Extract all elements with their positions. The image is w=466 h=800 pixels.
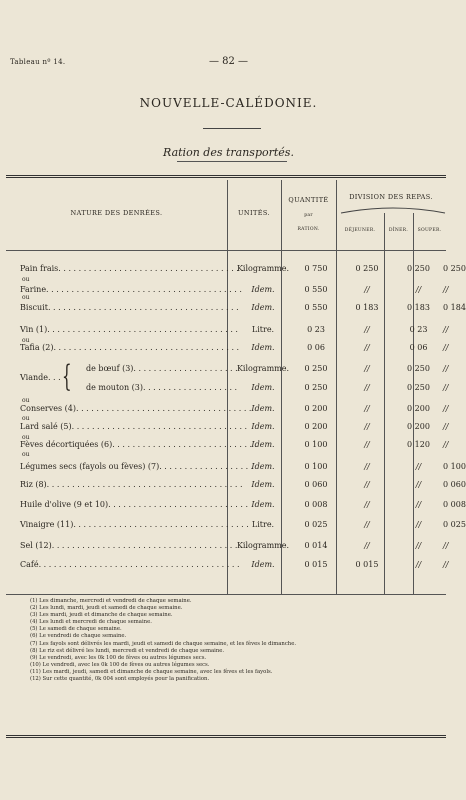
row-diner: 0 183 [407, 303, 430, 312]
row-qty: 0 550 [304, 303, 328, 312]
footnote: (2) Les lundi, mardi, jeudi et samedi de chaque semaine. [30, 605, 183, 612]
row-name: Vin (1). . . . . . . . . . . . . . . . . . . . . . . . . . . . . . . . . . . . . . [20, 325, 238, 334]
row-souper: // [443, 404, 449, 413]
row-souper: 0 025 [443, 520, 466, 529]
row-souper: // [443, 383, 449, 392]
table-row [6, 263, 466, 274]
table-bottom-rule [6, 594, 446, 595]
row-qty: 0 550 [304, 285, 328, 294]
row-dejeuner: // [364, 325, 370, 334]
row-name: de mouton (3). . . . . . . . . . . . . . . . . . . [86, 383, 238, 392]
header-rule [6, 250, 446, 251]
row-diner: 0 250 [407, 383, 430, 392]
row-souper: // [443, 285, 449, 294]
row-souper: // [443, 343, 449, 352]
col-header-unites: UNITÉS. [238, 209, 270, 217]
table-row [6, 342, 449, 353]
footnote: (9) Le vendredi, avec les 0k 100 de fèves ou autres légumes secs. [30, 654, 207, 661]
row-unit: Litre. [251, 520, 275, 529]
table-row [6, 519, 466, 530]
row-dejeuner: // [364, 422, 370, 431]
footnote: (5) Le samedi de chaque semaine. [30, 626, 122, 633]
row-name: Huile d'olive (9 et 10). . . . . . . . . . . . . . . . . . . . . . . . . . . . [20, 500, 248, 509]
row-unit: Idem. [251, 462, 275, 471]
row-souper: 0 008 [443, 500, 466, 509]
row-dejeuner: // [364, 404, 370, 413]
division-brace [341, 206, 445, 214]
row-diner: // [415, 285, 422, 294]
row-souper: // [443, 325, 449, 334]
row-dejeuner: // [364, 520, 370, 529]
table-row [6, 499, 466, 510]
row-souper: // [443, 541, 449, 550]
col-header-division: DIVISION DES REPAS. [349, 193, 433, 201]
ou-separator: ou [22, 397, 30, 404]
col-header-quantite-ration: RATION. [297, 227, 320, 232]
table-number: Tableau nº 14. [10, 58, 66, 66]
table-row [6, 382, 449, 393]
ou-separator: ou [22, 294, 30, 301]
ou-separator: ou [22, 415, 30, 422]
row-qty: 0 100 [304, 462, 328, 471]
table-row [6, 479, 466, 490]
row-souper: 0 250 [443, 264, 466, 273]
row-name: Légumes secs (fayols ou fèves) (7). . . . . . . . . . . . . . . . . . . [20, 462, 254, 471]
row-qty: 0 200 [304, 404, 328, 413]
footnote: (12) Sur cette quantité, 0k 004 sont employés pour la panification. [30, 676, 210, 683]
row-dejeuner: // [364, 343, 370, 352]
table-row [6, 363, 449, 374]
row-diner: 0 200 [407, 404, 430, 413]
row-dejeuner: // [364, 383, 370, 392]
row-qty: 0 100 [304, 440, 328, 449]
row-qty: 0 200 [304, 422, 328, 431]
ou-separator: ou [22, 276, 30, 283]
footnote: (3) Les mardi, jeudi et dimanche de chaque semaine. [30, 612, 173, 619]
col-header-quantite-par: par [304, 213, 313, 218]
row-unit: Idem. [251, 383, 275, 392]
footnote: (4) Les lundi et mercredi de chaque semaine. [30, 619, 152, 626]
row-name: Café. . . . . . . . . . . . . . . . . . . . . . . . . . . . . . . . . . . . . . . . [20, 560, 240, 569]
table-row [6, 284, 449, 295]
row-unit: Kilogramme. [236, 541, 290, 550]
row-diner: 0 250 [407, 264, 430, 273]
row-diner: // [415, 520, 422, 529]
row-dejeuner: // [364, 364, 370, 373]
row-diner: 0 200 [407, 422, 430, 431]
row-souper: // [443, 422, 449, 431]
viande-label: Viande. . . [20, 373, 61, 382]
row-souper: // [443, 560, 449, 569]
row-qty: 0 250 [304, 383, 328, 392]
ou-separator: ou [22, 434, 30, 441]
row-unit: Idem. [251, 480, 275, 489]
row-dejeuner: 0 183 [355, 303, 379, 312]
table-row [6, 324, 449, 335]
row-qty: 0 014 [304, 541, 328, 550]
row-unit: Idem. [251, 285, 275, 294]
row-dejeuner: // [364, 541, 370, 550]
page-subtitle: Ration des transportés. [163, 146, 294, 159]
row-unit: Idem. [251, 560, 275, 569]
row-name: de bœuf (3). . . . . . . . . . . . . . . . . . . . . [86, 364, 238, 373]
row-souper: 0 060 [443, 480, 466, 489]
row-qty: 0 23 [307, 325, 325, 334]
table-row [6, 302, 466, 313]
row-name: Lard salé (5). . . . . . . . . . . . . . . . . . . . . . . . . . . . . . . . . . . [20, 422, 248, 431]
row-dejeuner: // [364, 500, 370, 509]
title-rule [203, 128, 261, 129]
table-row [6, 540, 449, 551]
row-souper: // [443, 440, 449, 449]
row-qty: 0 060 [304, 480, 328, 489]
footnote: (8) Le riz est délivré les lundi, mercredi et vendredi de chaque semaine. [30, 647, 225, 654]
ou-separator: ou [22, 451, 30, 458]
row-qty: 0 025 [304, 520, 328, 529]
footnote: (11) Les mardi, jeudi, samedi et dimanche de chaque semaine, avec les fèves et les fayols. [30, 668, 273, 675]
row-souper: 0 184 [443, 303, 466, 312]
row-diner: 0 250 [407, 364, 430, 373]
row-dejeuner: // [364, 480, 370, 489]
row-unit: Idem. [251, 404, 275, 413]
row-qty: 0 750 [304, 264, 328, 273]
page-number: — 82 — [208, 56, 249, 67]
row-souper: 0 100 [443, 462, 466, 471]
row-diner: // [415, 462, 422, 471]
row-diner: // [415, 560, 422, 569]
row-unit: Kilogramme. [236, 264, 290, 273]
row-diner: 0 120 [407, 440, 430, 449]
row-souper: // [443, 364, 449, 373]
row-dejeuner: // [364, 285, 370, 294]
footnote: (6) Le vendredi de chaque semaine. [30, 633, 127, 640]
row-unit: Idem. [251, 500, 275, 509]
row-name: Biscuit. . . . . . . . . . . . . . . . . . . . . . . . . . . . . . . . . . . . . . [20, 303, 239, 312]
row-name: Fèves décortiquées (6). . . . . . . . . . . . . . . . . . . . . . . . . . . . . [20, 440, 258, 449]
row-unit: Litre. [251, 325, 275, 334]
col-header-nature: NATURE DES DENRÉES. [70, 209, 163, 217]
row-unit: Idem. [251, 303, 275, 312]
ou-separator: ou [22, 337, 30, 344]
row-qty: 0 250 [304, 364, 328, 373]
table-row [6, 421, 449, 432]
row-diner: 0 23 [409, 325, 428, 334]
subtitle-rule [177, 161, 287, 162]
row-diner: // [415, 500, 422, 509]
row-qty: 0 015 [304, 560, 328, 569]
viande-brace: { [62, 359, 72, 394]
row-diner: // [415, 541, 422, 550]
row-qty: 0 06 [307, 343, 325, 352]
row-diner: 0 06 [409, 343, 428, 352]
row-name: Vinaigre (11). . . . . . . . . . . . . . . . . . . . . . . . . . . . . . . . . . . [20, 520, 249, 529]
table-row [6, 439, 449, 450]
row-diner: // [415, 480, 422, 489]
col-header-quantite: QUANTITÉ [288, 196, 329, 204]
page-title: NOUVELLE-CALÉDONIE. [139, 96, 318, 110]
row-unit: Idem. [251, 343, 275, 352]
row-dejeuner: // [364, 462, 370, 471]
table-row [6, 461, 466, 472]
row-unit: Kilogramme. [236, 364, 290, 373]
footnote: (10) Le vendredi, avec les 0k 100 de fèves ou autres légumes secs. [30, 661, 210, 668]
row-name: Conserves (4). . . . . . . . . . . . . . . . . . . . . . . . . . . . . . . . . . . [20, 404, 252, 413]
row-dejeuner: // [364, 440, 370, 449]
footnotes [30, 598, 440, 683]
row-dejeuner: 0 015 [355, 560, 379, 569]
row-name: Riz (8). . . . . . . . . . . . . . . . . . . . . . . . . . . . . . . . . . . . . . . [20, 480, 243, 489]
col-header-dejeuner: DÉJEUNER. [344, 228, 376, 233]
row-unit: Idem. [251, 440, 275, 449]
row-dejeuner: 0 250 [355, 264, 379, 273]
row-name: Farine. . . . . . . . . . . . . . . . . . . . . . . . . . . . . . . . . . . . . . . [20, 285, 242, 294]
col-header-souper: SOUPER. [417, 228, 442, 233]
col-header-diner: DÎNER. [388, 228, 409, 233]
footnote: (1) Les dimanche, mercredi et vendredi de chaque semaine. [30, 598, 192, 604]
table-row [6, 559, 449, 570]
row-unit: Idem. [251, 422, 275, 431]
row-name: Pain frais. . . . . . . . . . . . . . . . . . . . . . . . . . . . . . . . . . . . . [20, 264, 244, 273]
row-name: Tafia (2). . . . . . . . . . . . . . . . . . . . . . . . . . . . . . . . . . . . . [20, 343, 240, 352]
table-row [6, 403, 449, 414]
row-qty: 0 008 [304, 500, 328, 509]
row-name: Sel (12). . . . . . . . . . . . . . . . . . . . . . . . . . . . . . . . . . . . . . . [20, 541, 248, 550]
footnote: (7) Les fayols sont délivrés les mardi, jeudi et samedi de chaque semaine, et les fèves le dimanche. [30, 640, 297, 647]
